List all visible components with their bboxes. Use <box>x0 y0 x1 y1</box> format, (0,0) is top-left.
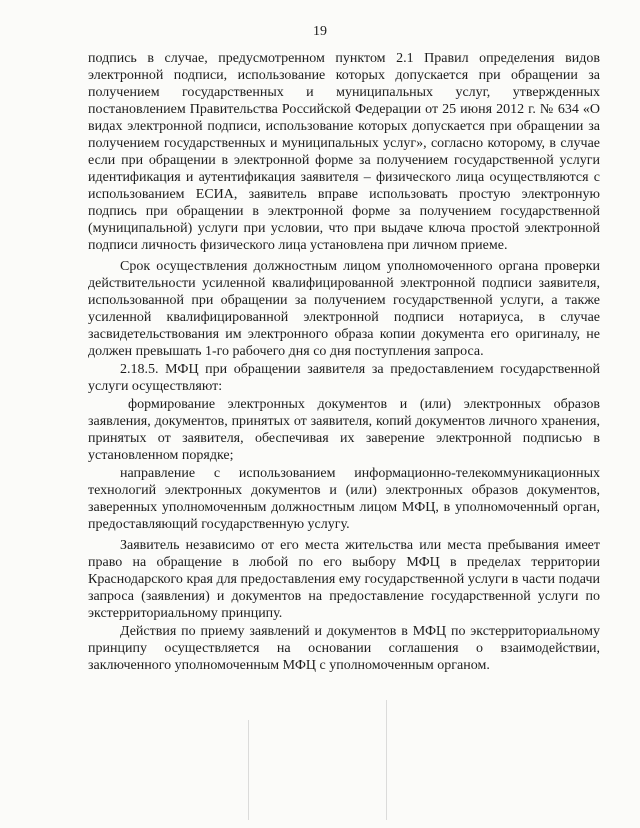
paragraph-signature-continuation: подпись в случае, предусмотренном пунктом 2.1 Правил определения видов электронной подписи, использование которых допускается при обращении за получением государственных и муниципальных услуг, утвержденных постановлением Правительства Российской Федерации от 25 июня 2012 г. № 634 «О видах электронной подписи, использование которых допускается при обращении за получением государственных и муниципальных услуг», согласно которому, в случае если при обращении в электронной форме за получением государственной услуги идентификация и аутентификация заявителя – физического лица осуществляются с использованием ЕСИА, заявитель вправе использовать простую электронную подпись при обращении в электронной форме за получением государственной (муниципальной) услуги при условии, что при выдаче ключа простой электронной подписи личность физического лица установлена при личном приеме. <box>88 51 600 253</box>
paragraph-signature-check-deadline: Срок осуществления должностным лицом уполномоченного органа проверки действительности усиленной квалифицированной электронной подписи заявителя, использованной при обращении за получением государственной услуги, а также усиленной квалифицированной электронной подписи нотариуса, в случае засвидетельствования им электронного образа копии документа его оригиналу, не должен превышать 1-го рабочего дня со дня поступления запроса. <box>88 259 600 359</box>
paragraph-mfc-duty-sending: направление с использованием информационно-телекоммуникационных технологий электронных документов и (или) электронных образов документов, заверенных уполномоченным должностным лицом МФЦ, в уполномоченный орган, предоставляющий государственную услугу. <box>88 466 600 532</box>
paragraph-exterritorial-agreement: Действия по приему заявлений и документов в МФЦ по экстерриториальному принципу осуществляется на основании соглашения о взаимодействии, заключенного уполномоченным МФЦ с уполномоченным органом. <box>88 624 600 673</box>
paragraph-mfc-duties-intro: 2.18.5. МФЦ при обращении заявителя за предоставлением государственной услуги осуществляют: <box>88 362 600 394</box>
paragraph-mfc-duty-forming: формирование электронных документов и (или) электронных образов заявления, документов, принятых от заявителя, копий документов личного хранения, принятых от заявителя, обеспечивая их заверение электронной подписью в установленном порядке; <box>88 397 600 463</box>
document-body <box>88 50 600 674</box>
scan-artifact-line <box>248 720 249 820</box>
page-number: 19 <box>313 24 327 39</box>
paragraph-exterritorial-right: Заявитель независимо от его места жительства или места пребывания имеет право на обращение в любой по его выбору МФЦ в пределах территории Краснодарского края для предоставления ему государственной услуги в части подачи запроса (заявления) и документов на предоставление государственной услуги по экстерриториальному принципу. <box>88 538 600 621</box>
scan-artifact-line <box>386 700 387 820</box>
